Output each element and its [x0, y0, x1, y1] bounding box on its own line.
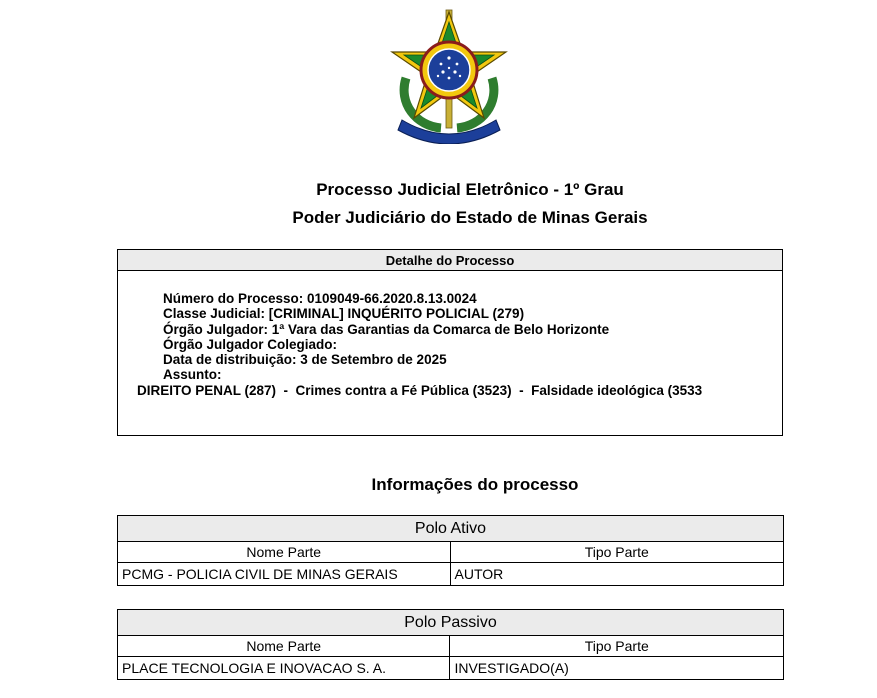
section-title-informacoes: Informações do processo — [371, 475, 579, 494]
column-header-tipo-parte: Tipo Parte — [450, 542, 784, 563]
subject-label: Assunto: — [163, 367, 222, 383]
party-name: PLACE TECNOLOGIA E INOVACAO S. A. — [118, 657, 450, 680]
process-number: Número do Processo: 0109049-66.2020.8.13.0024 — [163, 291, 477, 306]
judging-body: Órgão Julgador: 1ª Vara das Garantias da Comarca de Belo Horizonte — [163, 321, 610, 337]
party-type: AUTOR — [450, 563, 784, 586]
party-name: PCMG - POLICIA CIVIL DE MINAS GERAIS — [118, 563, 451, 586]
brazil-coat-of-arms-icon — [386, 8, 512, 144]
process-detail-lines — [163, 291, 609, 383]
polo-ativo-title: Polo Ativo — [118, 516, 784, 542]
column-header-nome-parte: Nome Parte — [118, 542, 451, 563]
process-detail-box — [117, 249, 783, 436]
polo-passivo-title: Polo Passivo — [118, 610, 784, 636]
column-header-tipo-parte: Tipo Parte — [450, 636, 784, 657]
process-detail-header: Detalhe do Processo — [118, 250, 782, 271]
judicial-class: Classe Judicial: [CRIMINAL] INQUÉRITO POLICIAL (279) — [163, 306, 525, 322]
subject-value: DIREITO PENAL (287) - Crimes contra a Fé Pública (3523) - Falsidade ideológica (3533 — [137, 383, 703, 398]
distribution-date: Data de distribuição: 3 de Setembro de 2025 — [163, 352, 447, 368]
table-row — [118, 563, 784, 586]
party-type: INVESTIGADO(A) — [450, 657, 784, 680]
polo-passivo-table — [117, 609, 784, 680]
collegiate-body: Órgão Julgador Colegiado: — [163, 336, 338, 352]
polo-ativo-table — [117, 515, 784, 586]
column-header-nome-parte: Nome Parte — [118, 636, 450, 657]
page-title: Processo Judicial Eletrônico - 1º Grau — [316, 180, 624, 199]
page-subtitle: Poder Judiciário do Estado de Minas Gerais — [292, 208, 648, 227]
table-row — [118, 657, 784, 680]
